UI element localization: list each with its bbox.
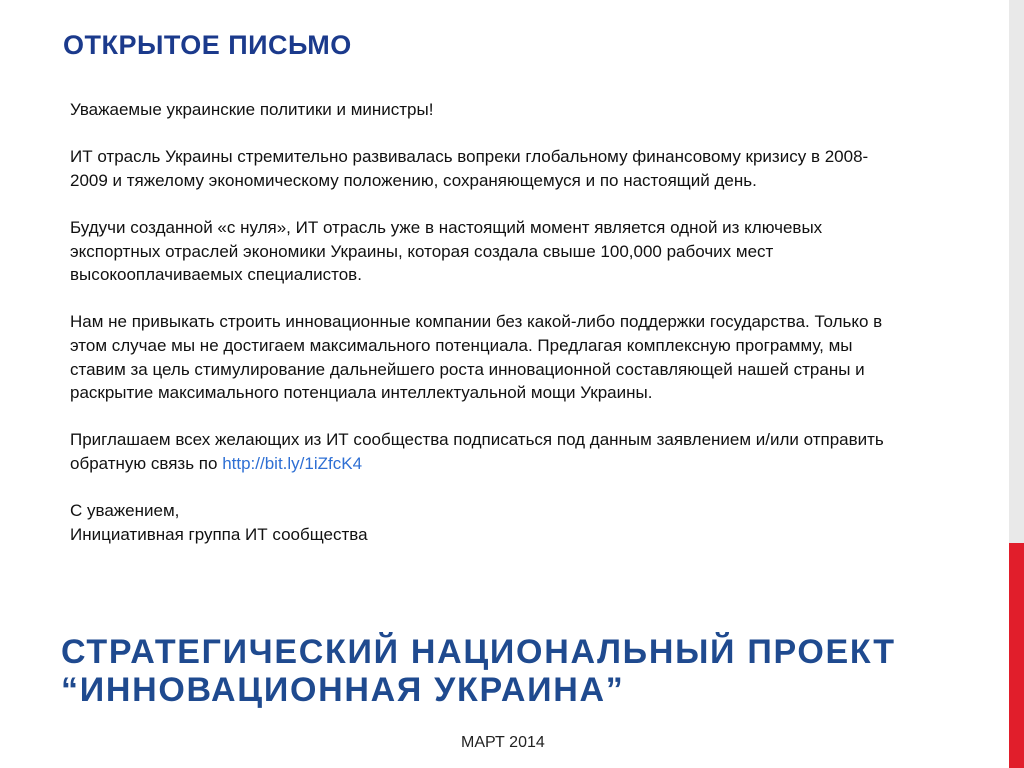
letter-paragraph-4-text: Приглашаем всех желающих из ИТ сообщества подписаться под данным заявлением и/или отправить обратную связь по — [70, 430, 884, 473]
project-title-line-1: СТРАТЕГИЧЕСКИЙ НАЦИОНАЛЬНЫЙ ПРОЕКТ — [61, 633, 896, 671]
letter-heading: ОТКРЫТОЕ ПИСЬМО — [63, 30, 352, 60]
project-title-line-2: “ИННОВАЦИОННАЯ УКРАИНА” — [61, 671, 625, 709]
letter-closing: С уважением, — [70, 501, 180, 521]
letter-paragraph-3: Нам не привыкать строить инновационные компании без какой-либо поддержки государства. Только в этом случае мы не достигаем максимального потенциала. Предлагая комплексную программу, мы ставим за цель стимулирование дальнейшего роста инновационной составляющей нашей страны и раскрытие максимального потенциала интеллектуальной мощи Украины. — [70, 312, 883, 403]
letter-paragraph-4 — [70, 428, 900, 475]
project-title — [61, 633, 896, 709]
letter-paragraph-1: ИТ отрасль Украины стремительно развивалась вопреки глобальному финансовому кризису в 2008-2009 и тяжелому экономическому положению, сохраняющемуся и по настоящий день. — [70, 147, 869, 190]
open-letter-body — [70, 98, 900, 546]
letter-signature: Инициативная группа ИТ сообщества — [70, 524, 368, 544]
slide-date: МАРТ 2014 — [461, 734, 545, 751]
side-decoration-red — [1009, 543, 1024, 768]
feedback-link[interactable]: http://bit.ly/1iZfcK4 — [222, 453, 363, 473]
letter-greeting: Уважаемые украинские политики и министры! — [70, 100, 434, 119]
letter-paragraph-2: Будучи созданной «с нуля», ИТ отрасль уже в настоящий момент является одной из ключевых экспортных отраслей экономики Украины, которая создала свыше 100,000 рабочих мест высокооплачиваемых специалистов. — [70, 217, 823, 285]
